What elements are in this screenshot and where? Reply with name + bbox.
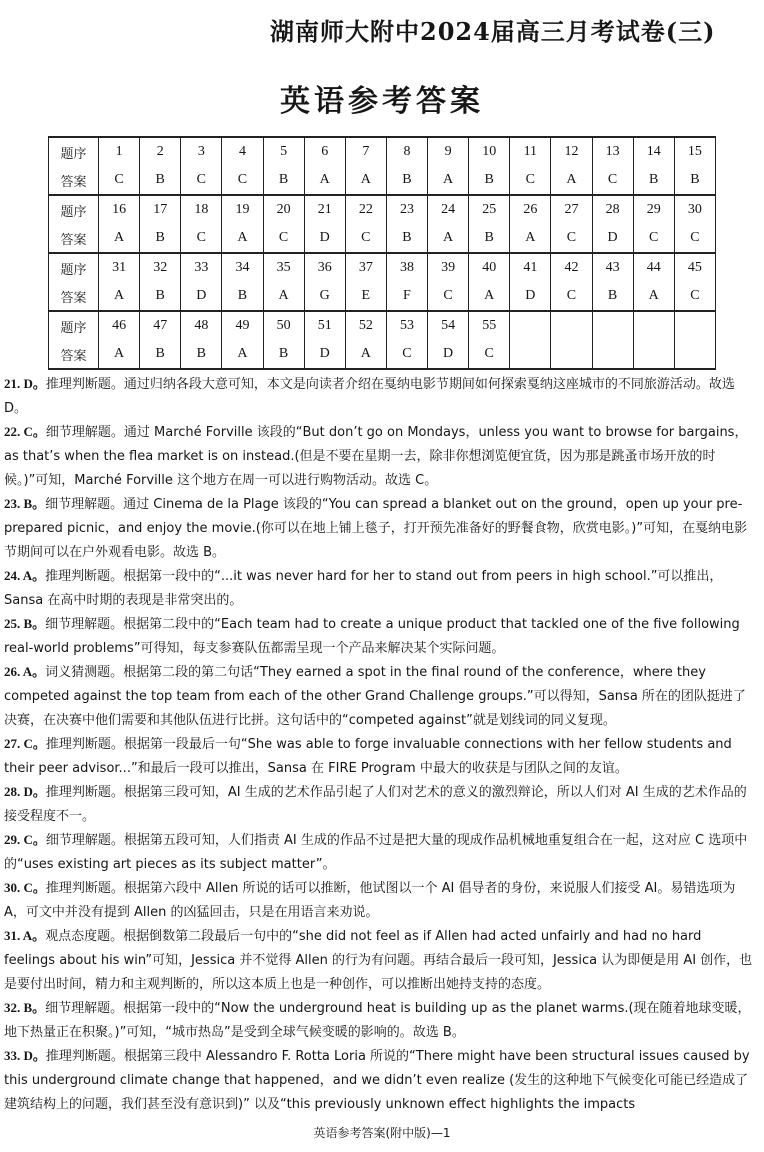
number-cell: 28 — [592, 195, 633, 224]
number-cell — [551, 311, 592, 340]
number-cell: 38 — [386, 253, 427, 282]
explanation-item — [4, 660, 756, 733]
number-cell: 50 — [263, 311, 304, 340]
explanation-item — [4, 732, 756, 781]
explanation-text: 观点态度题。根据倒数第二段最后一句中的“she did not feel as if Allen had acted unfairly and had no hard feelings about his win”可知，Jessica 并不觉得 Allen 的行为有问题。再结合最后一段可知，Jessica 认为即便是用 AI 创作，也是要付出时间，精力和主观判断的，所以这本质上也是一种创作，可以推断出她持支持的态度。 — [4, 929, 753, 992]
question-answer-number: 26. A。 — [4, 664, 46, 679]
answer-cell: C — [633, 224, 674, 253]
answer-cell: B — [674, 166, 715, 195]
number-cell: 16 — [99, 195, 140, 224]
answer-cell: D — [304, 340, 345, 369]
number-cell: 14 — [633, 137, 674, 166]
number-row-label: 题序 — [49, 137, 99, 166]
number-cell — [674, 311, 715, 340]
answer-cell: D — [181, 282, 222, 311]
answer-cell: B — [140, 224, 181, 253]
answer-cell: A — [304, 166, 345, 195]
answer-cell: B — [469, 166, 510, 195]
number-cell — [633, 311, 674, 340]
number-cell: 49 — [222, 311, 263, 340]
answer-cell: C — [263, 224, 304, 253]
question-answer-number: 21. D。 — [4, 376, 46, 391]
answer-cell: B — [386, 166, 427, 195]
number-cell: 24 — [428, 195, 469, 224]
question-answer-number: 33. D。 — [4, 1048, 46, 1063]
number-cell: 10 — [469, 137, 510, 166]
answer-cell: A — [345, 340, 386, 369]
table-row — [49, 253, 716, 282]
number-cell: 47 — [140, 311, 181, 340]
answer-cell: B — [592, 282, 633, 311]
number-cell: 23 — [386, 195, 427, 224]
number-cell: 6 — [304, 137, 345, 166]
answer-cell: A — [345, 166, 386, 195]
question-answer-number: 28. D。 — [4, 784, 46, 799]
number-cell: 19 — [222, 195, 263, 224]
answer-cell: G — [304, 282, 345, 311]
number-cell: 43 — [592, 253, 633, 282]
number-cell: 46 — [99, 311, 140, 340]
number-cell: 20 — [263, 195, 304, 224]
number-cell: 13 — [592, 137, 633, 166]
number-cell: 35 — [263, 253, 304, 282]
answer-cell: D — [592, 224, 633, 253]
explanation-text: 推理判断题。根据第三段中 Alessandro F. Rotta Loria 所说的“There might have been structural issues caused by this underground climate change that happened，and we didn’t even realize (发生的这种地下气候变化可能已经造成了建筑结构上的问题，我们甚至没有意识到)” 以及“this previously unknown effect highlights the impacts — [4, 1049, 750, 1112]
question-answer-number: 22. C。 — [4, 424, 46, 439]
explanation-item — [4, 924, 756, 997]
question-answer-number: 24. A。 — [4, 568, 46, 583]
number-row-label: 题序 — [49, 195, 99, 224]
answer-cell: C — [345, 224, 386, 253]
exam-title: 湖南师大附中2024届高三月考试卷(三) — [270, 17, 716, 46]
number-cell: 18 — [181, 195, 222, 224]
explanation-text: 词义猜测题。根据第二段的第二句话“They earned a spot in the final round of the conference，where they competed against the top team from each of the other Grand Challenge groups.”可以得知，Sansa 所在的团队挺进了决赛，在决赛中他们需要和其他队伍进行比拼。这句话中的“competed against”就是划线词的同义复现。 — [4, 665, 746, 728]
answer-cell: A — [263, 282, 304, 311]
question-answer-number: 30. C。 — [4, 880, 46, 895]
explanation-item — [4, 1044, 756, 1117]
answer-cell: B — [222, 282, 263, 311]
number-cell: 32 — [140, 253, 181, 282]
number-cell: 25 — [469, 195, 510, 224]
number-cell: 21 — [304, 195, 345, 224]
number-cell: 15 — [674, 137, 715, 166]
number-cell: 45 — [674, 253, 715, 282]
answer-cell: A — [510, 224, 551, 253]
answer-cell: A — [99, 340, 140, 369]
explanation-item — [4, 828, 756, 877]
page-footer: 英语参考答案(附中版)—1 — [313, 1126, 451, 1140]
number-row-label: 题序 — [49, 311, 99, 340]
answer-cell: A — [633, 282, 674, 311]
explanation-item — [4, 996, 756, 1045]
answer-cell: C — [222, 166, 263, 195]
number-cell: 12 — [551, 137, 592, 166]
question-answer-number: 29. C。 — [4, 832, 46, 847]
answer-cell: C — [510, 166, 551, 195]
answer-cell: C — [181, 166, 222, 195]
answer-cell: B — [140, 282, 181, 311]
answer-cell: A — [99, 282, 140, 311]
answer-table — [48, 136, 716, 370]
answer-cell: A — [469, 282, 510, 311]
explanation-text: 推理判断题。通过归纳各段大意可知，本文是向读者介绍在戛纳电影节期间如何探索戛纳这座城市的不同旅游活动。故选 D。 — [4, 377, 735, 416]
question-answer-number: 27. C。 — [4, 736, 46, 751]
table-row — [49, 282, 716, 311]
answer-cell: B — [263, 340, 304, 369]
answer-cell: B — [140, 166, 181, 195]
number-cell: 5 — [263, 137, 304, 166]
answer-cell: A — [428, 166, 469, 195]
number-cell: 33 — [181, 253, 222, 282]
number-cell: 34 — [222, 253, 263, 282]
answer-cell — [510, 340, 551, 369]
answer-cell: C — [99, 166, 140, 195]
answer-cell: B — [469, 224, 510, 253]
number-row-label: 题序 — [49, 253, 99, 282]
number-cell: 42 — [551, 253, 592, 282]
answer-cell: D — [510, 282, 551, 311]
answer-cell: A — [551, 166, 592, 195]
answer-cell: C — [674, 282, 715, 311]
explanation-text: 推理判断题。根据第三段可知，AI 生成的艺术作品引起了人们对艺术的意义的激烈辩论，所以人们对 AI 生成的艺术作品的接受程度不一。 — [4, 785, 747, 824]
document-title: 英语参考答案 — [280, 84, 484, 119]
answer-cell: C — [551, 224, 592, 253]
number-cell: 7 — [345, 137, 386, 166]
answer-row-label: 答案 — [49, 340, 99, 369]
answer-cell: B — [181, 340, 222, 369]
answer-cell: A — [428, 224, 469, 253]
question-answer-number: 31. A。 — [4, 928, 46, 943]
question-answer-number: 25. B。 — [4, 616, 46, 631]
explanation-item — [4, 564, 756, 613]
explanation-item — [4, 492, 756, 565]
answer-cell: B — [140, 340, 181, 369]
number-cell: 26 — [510, 195, 551, 224]
answer-cell: C — [181, 224, 222, 253]
number-cell — [510, 311, 551, 340]
answer-cell: C — [428, 282, 469, 311]
table-row — [49, 340, 716, 369]
number-cell: 55 — [469, 311, 510, 340]
answer-row-label: 答案 — [49, 282, 99, 311]
explanation-text: 细节理解题。通过 Cinema de la Plage 该段的“You can spread a blanket out on the ground，open up your pre-prepared picnic，and enjoy the movie.(你可以在地上铺上毯子，打开预先准备好的野餐食物，欣赏电影。)”可知，在戛纳电影节期间可以在户外观看电影。故选 B。 — [4, 497, 748, 560]
answer-row-label: 答案 — [49, 224, 99, 253]
explanation-text: 推理判断题。根据第六段中 Allen 所说的话可以推断，他试图以一个 AI 倡导者的身份，来说服人们接受 AI。易错选项为 A，可文中并没有提到 Allen 的凶猛回击，只是在用语言来劝说。 — [4, 881, 736, 920]
number-cell: 37 — [345, 253, 386, 282]
answer-cell — [592, 340, 633, 369]
answer-cell: D — [304, 224, 345, 253]
answer-cell: C — [469, 340, 510, 369]
number-cell: 2 — [140, 137, 181, 166]
number-cell: 54 — [428, 311, 469, 340]
number-cell: 36 — [304, 253, 345, 282]
explanation-text: 推理判断题。根据第一段中的“...it was never hard for her to stand out from peers in high school.”可以推出，Sansa 在高中时期的表现是非常突出的。 — [4, 569, 723, 608]
number-cell: 1 — [99, 137, 140, 166]
number-cell: 4 — [222, 137, 263, 166]
explanation-text: 细节理解题。根据第五段可知，人们指责 AI 生成的作品不过是把大量的现成作品机械地重复组合在一起，这对应 C 选项中的“uses existing art pieces as its subject matter”。 — [4, 833, 748, 872]
explanation-item — [4, 420, 756, 493]
table-row — [49, 311, 716, 340]
answer-cell: B — [386, 224, 427, 253]
answer-cell: C — [674, 224, 715, 253]
answer-cell: E — [345, 282, 386, 311]
number-cell — [592, 311, 633, 340]
answer-cell — [674, 340, 715, 369]
number-cell: 3 — [181, 137, 222, 166]
number-cell: 22 — [345, 195, 386, 224]
explanation-text: 细节理解题。根据第一段中的“Now the underground heat is building up as the planet warms.(现在随着地球变暖，地下热量正在积聚。)”可知，“城市热岛”是受到全球气候变暖的影响的。故选 B。 — [4, 1001, 751, 1040]
question-answer-number: 23. B。 — [4, 496, 46, 511]
number-cell: 40 — [469, 253, 510, 282]
explanation-text: 细节理解题。根据第二段中的“Each team had to create a unique product that tackled one of the five following real-world problems”可得知，每支参赛队伍都需呈现一个产品来解决某个实际问题。 — [4, 617, 740, 656]
answer-cell: A — [99, 224, 140, 253]
number-cell: 30 — [674, 195, 715, 224]
explanation-item — [4, 372, 756, 421]
number-cell: 9 — [428, 137, 469, 166]
explanation-item — [4, 876, 756, 925]
question-answer-number: 32. B。 — [4, 1000, 46, 1015]
answer-cell: C — [386, 340, 427, 369]
answer-cell: A — [222, 224, 263, 253]
explanation-text: 细节理解题。通过 Marché Forville 该段的“But don’t go on Mondays，unless you want to browse for bargains，as that’s when the flea market is on instead.(但是不要在星期一去，除非你想浏览便宜货，因为那是跳蚤市场开放的时候。)”可知，Marché Forville 这个地方在周一可以进行购物活动。故选 C。 — [4, 425, 748, 488]
answer-cell: C — [592, 166, 633, 195]
table-row — [49, 137, 716, 166]
answer-cell: A — [222, 340, 263, 369]
number-cell: 51 — [304, 311, 345, 340]
number-cell: 8 — [386, 137, 427, 166]
number-cell: 11 — [510, 137, 551, 166]
number-cell: 29 — [633, 195, 674, 224]
number-cell: 53 — [386, 311, 427, 340]
number-cell: 41 — [510, 253, 551, 282]
number-cell: 17 — [140, 195, 181, 224]
number-cell: 27 — [551, 195, 592, 224]
answer-cell — [633, 340, 674, 369]
explanation-item — [4, 612, 756, 661]
table-row — [49, 166, 716, 195]
answer-row-label: 答案 — [49, 166, 99, 195]
number-cell: 31 — [99, 253, 140, 282]
answer-cell: B — [633, 166, 674, 195]
number-cell: 48 — [181, 311, 222, 340]
table-row — [49, 224, 716, 253]
answer-cell — [551, 340, 592, 369]
explanation-text: 推理判断题。根据第一段最后一句“She was able to forge invaluable connections with her fellow students and their peer advisor...”和最后一段可以推出，Sansa 在 FIRE Program 中最大的收获是与团队之间的友谊。 — [4, 737, 732, 776]
number-cell: 39 — [428, 253, 469, 282]
answer-cell: B — [263, 166, 304, 195]
answer-cell: D — [428, 340, 469, 369]
answer-cell: C — [551, 282, 592, 311]
number-cell: 52 — [345, 311, 386, 340]
table-row — [49, 195, 716, 224]
explanation-item — [4, 780, 756, 829]
number-cell: 44 — [633, 253, 674, 282]
answer-cell: F — [386, 282, 427, 311]
